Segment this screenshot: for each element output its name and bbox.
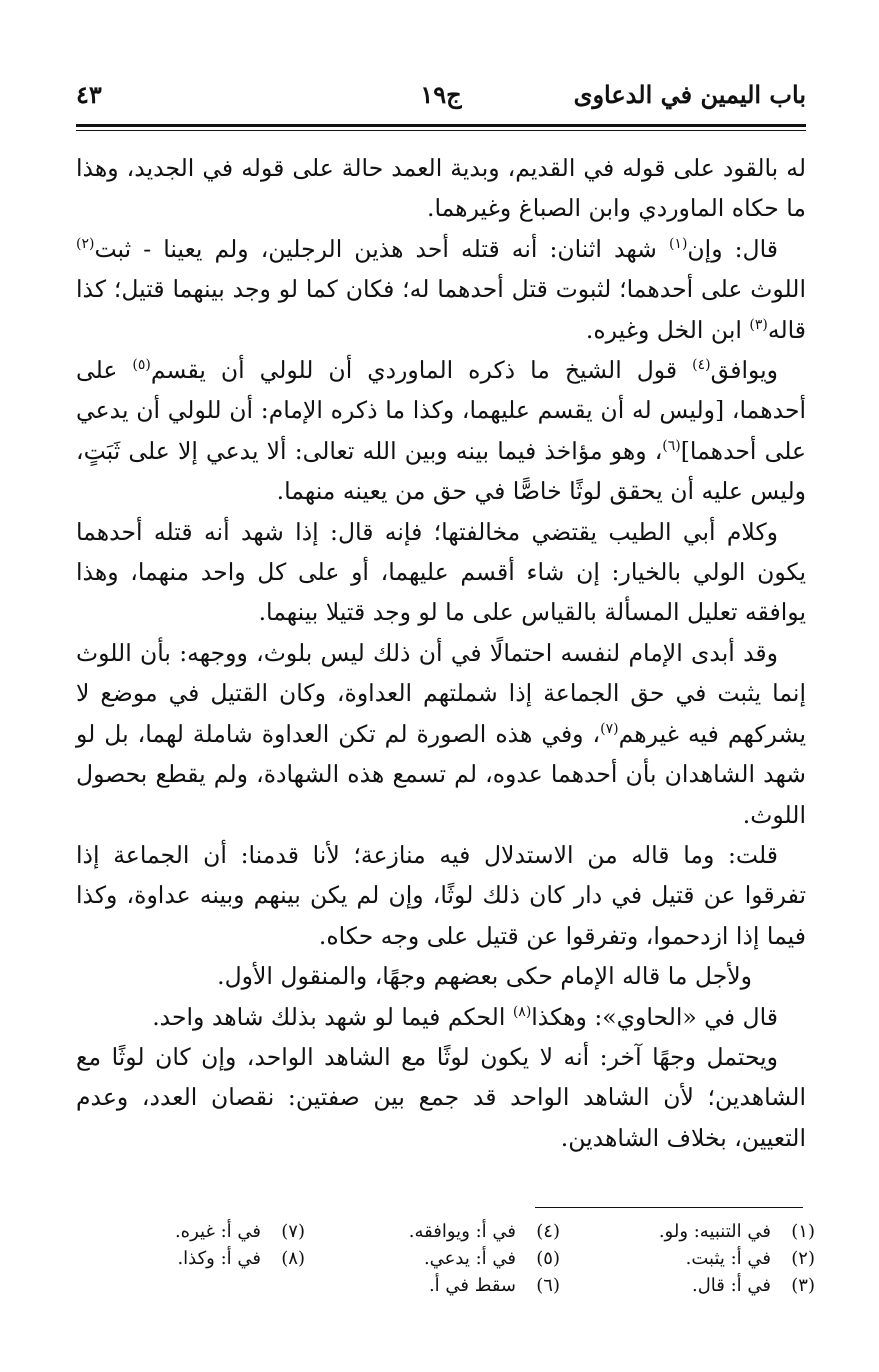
footnote-ref: (١) <box>668 235 688 252</box>
chapter-title: باب اليمين في الدعاوى <box>573 80 806 109</box>
footnote: (٣)في أ: قال. <box>691 1275 815 1296</box>
footnote-ref: (٨) <box>512 1003 532 1020</box>
paragraph: وكلام أبي الطيب يقتضي مخالفتها؛ فإنه قال: إذا شهد أنه قتله أحدهما يكون الولي بالخيار: إن شاء أقسم عليهما، أو على كل واحد منهما، وهذا يوافقه تعليل المسألة بالقياس على ما لو وجد قتيلا بينهما. <box>76 517 806 627</box>
paragraph: ولأجل ما قاله الإمام حكى بعضهم وجهًا، والمنقول الأول. <box>217 962 752 991</box>
footnote-ref: (٢) <box>76 235 95 252</box>
paragraph: قلت: وما قاله من الاستدلال فيه منازعة؛ لأنا قدمنا: أن الجماعة إذا تفرقوا عن قتيل في دار كان ذلك لوثًا، وإن لم يكن بينهم وبينه عداوة، وكذا فيما إذا ازدحموا، وتفرقوا عن قتيل على وجه حكاه. <box>76 840 806 950</box>
paragraph: ويوافق$^{(٤)}$ قول الشيخ ما ذكره الماوردي أن للولي أن يقسم$^{(٥)}$ على أحدهما، [وليس له أن يقسم عليهما، وكذا ما ذكره الإمام: أن للولي أن يدعي على أحدهما]$^{(٦)}$، وهو مؤاخذ فيما بينه وبين الله تعالى: ألا يدعي إلا على ثَبَتٍ، وليس عليه أن يحقق لوثًا خاصًّا في حق من يعينه منهما. <box>76 356 806 506</box>
running-header <box>76 80 806 120</box>
header-rule-thick <box>76 124 806 127</box>
footnote: (٨)في أ: وكذا. <box>177 1248 305 1269</box>
footnote-ref: (٧) <box>600 720 619 737</box>
footnote: (٤)في أ: ويوافقه. <box>408 1221 560 1242</box>
volume-number: ج١٩ <box>420 80 462 109</box>
footnote-column <box>85 1218 305 1272</box>
footnote: (٦)سقط في أ. <box>428 1275 560 1296</box>
footnote: (٥)في أ: يدعي. <box>423 1248 560 1269</box>
page-number: ٤٣ <box>76 80 102 109</box>
footnote: (١)في التنبيه: ولو. <box>658 1221 815 1242</box>
footnote-column <box>595 1218 815 1299</box>
footnote-separator <box>535 1207 803 1208</box>
footnote-ref: (٣) <box>749 316 768 333</box>
footnote: (٢)في أ: يثبت. <box>685 1248 815 1269</box>
paragraph: قال: وإن$^{(١)}$ شهد اثنان: أنه قتله أحد هذين الرجلين، ولم يعينا - ثبت$^{(٢)}$ اللوث على أحدهما؛ لثبوت قتل أحدهما له؛ فكان كما لو وجد بينهما قتيل؛ كذا قاله$^{(٣)}$ ابن الخل وغيره. <box>76 234 806 344</box>
footnote-ref: (٦) <box>662 438 681 455</box>
footnote-ref: (٥) <box>132 357 151 374</box>
footnotes <box>110 1218 815 1318</box>
footnote: (٧)في أ: غيره. <box>174 1221 305 1242</box>
paragraph: ويحتمل وجهًا آخر: أنه لا يكون لوثًا مع الشاهد الواحد، وإن كان لوثًا مع الشاهدين؛ لأن الشاهد الواحد قد جمع بين صفتين: نقصان العدد، وعدم التعيين، بخلاف الشاهدين. <box>76 1042 806 1152</box>
paragraph: قال في «الحاوي»: وهكذا$^{(٨)}$ الحكم فيما لو شهد بذلك شاهد واحد. <box>152 1002 778 1031</box>
main-text <box>76 148 806 1158</box>
footnote-column <box>340 1218 560 1299</box>
header-rule-thin <box>76 130 806 131</box>
paragraph: له بالقود على قوله في القديم، وبدية العمد حالة على قوله في الجديد، وهذا ما حكاه الماوردي وابن الصباغ وغيرهما. <box>76 154 806 223</box>
footnote-ref: (٤) <box>692 357 711 374</box>
paragraph: وقد أبدى الإمام لنفسه احتمالًا في أن ذلك ليس بلوث، ووجهه: بأن اللوث إنما يثبت في حق الجماعة إذا شملتهم العداوة، وكان القتيل في موضع لا يشركهم فيه غيرهم$^{(٧)}$، وفي هذه الصورة لم تكن العداوة شاملة لهما، بل لو شهد الشاهدان بأن أحدهما عدوه، لم تسمع هذه الشهادة، ولم يقطع بحصول اللوث. <box>76 638 806 829</box>
